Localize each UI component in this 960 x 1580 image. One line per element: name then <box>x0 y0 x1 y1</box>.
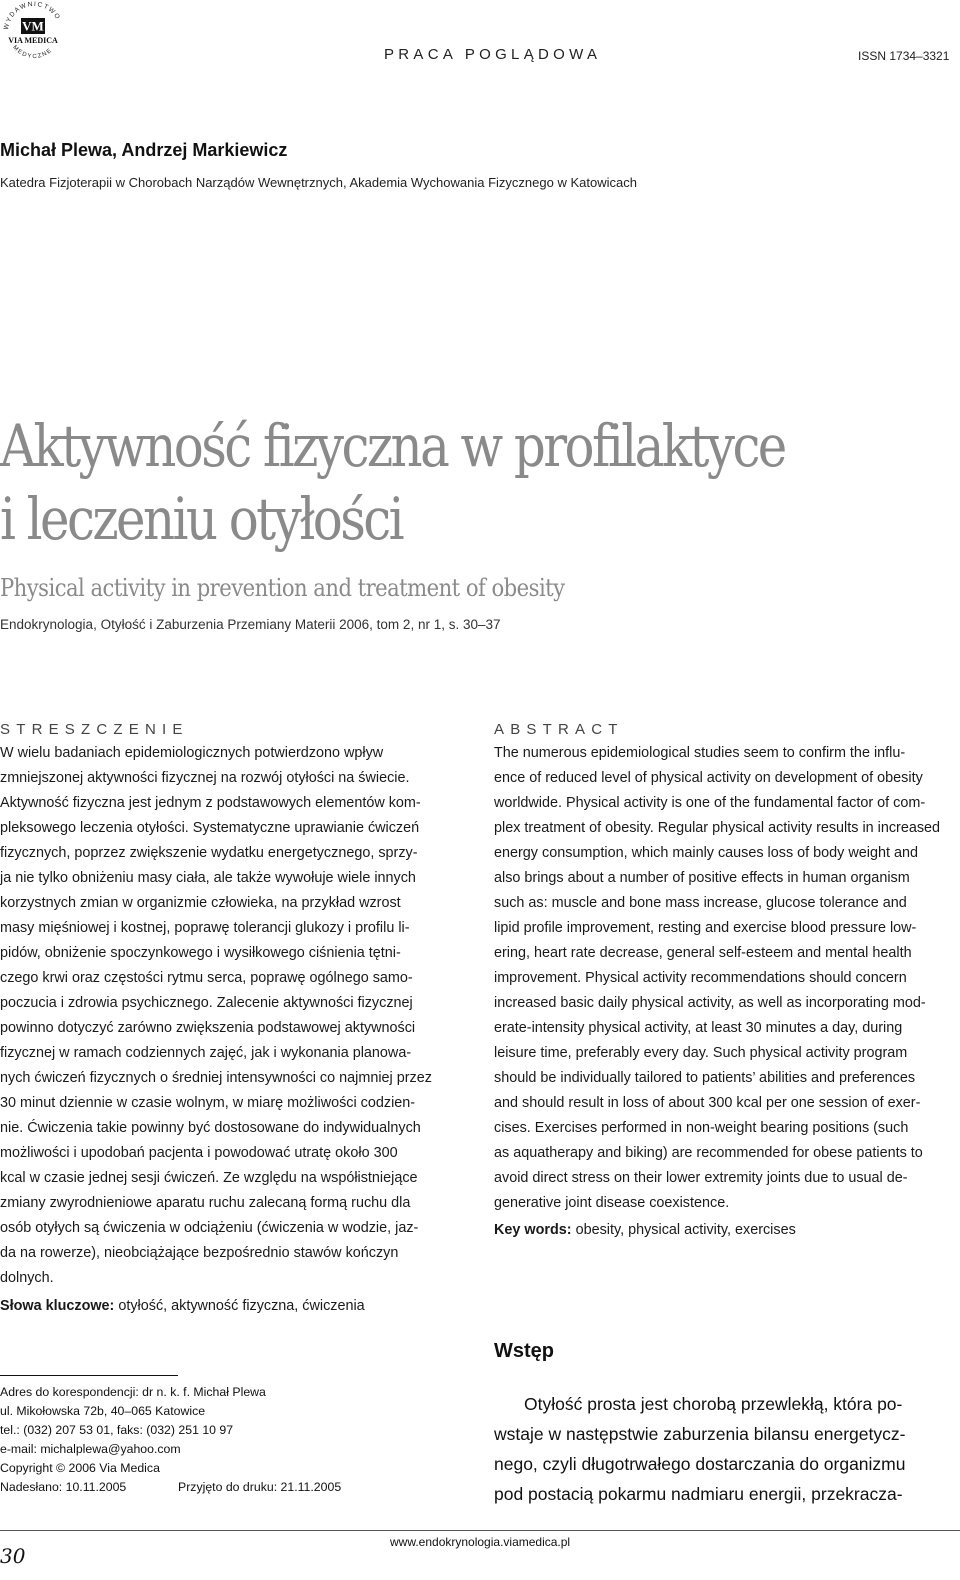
text-line: pidów, obniżenie spoczynkowego i wysiłkowego ciśnienia tętni- <box>0 945 401 961</box>
accepted-date: Przyjęto do druku: 21.11.2005 <box>178 1480 342 1494</box>
footer-rule <box>0 1530 960 1531</box>
text-line: plex treatment of obesity. Regular physical activity results in increased <box>494 820 941 836</box>
affiliation: Katedra Fizjoterapii w Chorobach Narządów Wewnętrznych, Akademia Wychowania Fizycznego w Katowicach <box>0 175 637 190</box>
svg-text:MEDYCZNE <box>11 45 53 60</box>
received-date: Nadesłano: 10.11.2005 <box>0 1480 127 1494</box>
text-line: pod postacią pokarmu nadmiaru energii, przekracza- <box>494 1484 903 1504</box>
keywords-value: obesity, physical activity, exercises <box>571 1222 796 1238</box>
text-line: da na rowerze), nieobciążające bezpośrednio stawów kończyn <box>0 1245 399 1261</box>
correspondence-line: tel.: (032) 207 53 01, faks: (032) 251 10 97 <box>0 1423 234 1437</box>
keywords-label: Key words: <box>494 1222 572 1238</box>
text-line: zmniejszonej aktywności fizycznej na rozwój otyłości na świecie. <box>0 770 410 786</box>
text-line: wstaje w następstwie zaburzenia bilansu energetycz- <box>494 1424 906 1444</box>
text-line: should be individually tailored to patients’ abilities and preferences <box>494 1070 916 1086</box>
submission-dates <box>0 1478 341 1497</box>
text-line: ering, heart rate decrease, general self-esteem and mental health <box>494 945 912 961</box>
text-line: as aquatherapy and biking) are recommended for obese patients to <box>494 1145 923 1161</box>
correspondence-line: ul. Mikołowska 72b, 40–065 Katowice <box>0 1404 206 1418</box>
text-line: dolnych. <box>0 1270 54 1286</box>
text-line: korzystnych zmian w organizmie człowieka, na przykład wzrost <box>0 895 401 911</box>
keywords-en <box>494 1218 796 1243</box>
text-line: Aktywność fizyczna jest jednym z podstawowych elementów kom- <box>0 795 421 811</box>
title-polish <box>0 410 785 556</box>
correspondence-line: Adres do korespondencji: dr n. k. f. Michał Plewa <box>0 1385 266 1399</box>
text-line: poczucia i zdrowia psychicznego. Zalecenie aktywności fizycznej <box>0 995 413 1011</box>
article-type: PRACA POGLĄDOWA <box>384 46 602 63</box>
text-line: czego krwi oraz częstości rytmu serca, poprawę ogólnego samo- <box>0 970 413 986</box>
title-line: Aktywność fizyczna w profilaktyce <box>0 412 785 480</box>
text-line: also brings about a number of positive effects in human organism <box>494 870 910 886</box>
logo-monogram: VM <box>22 18 44 34</box>
text-line: 30 minut dziennie w czasie wolnym, w miarę możliwości codzien- <box>0 1095 416 1111</box>
logo-name: VIA MEDICA <box>8 36 58 45</box>
text-line: worldwide. Physical activity is one of the fundamental factor of com- <box>494 795 926 811</box>
text-line: improvement. Physical activity recommendations should concern <box>494 970 907 986</box>
text-line: increased basic daily physical activity, as well as incorporating mod- <box>494 995 926 1011</box>
text-line: możliwości i upodobań pacjenta i powodować utratę około 300 <box>0 1145 398 1161</box>
publisher-logo <box>0 0 68 64</box>
logo-arc-top: WYDAWNICTWO <box>2 0 62 31</box>
keywords-label: Słowa kluczowe: <box>0 1298 115 1314</box>
text-line: osób otyłych są ćwiczenia w odciążeniu (ćwiczenia w wodzie, jaz- <box>0 1220 419 1236</box>
text-line: zmiany zwyrodnieniowe aparatu ruchu zalecaną formą ruchu dla <box>0 1195 411 1211</box>
text-line: kcal w czasie jednej sesji ćwiczeń. Ze względu na współistniejące <box>0 1170 418 1186</box>
keywords-pl <box>0 1294 365 1319</box>
text-line: nego, czyli długotrwałego dostarczania do organizmu <box>494 1454 906 1474</box>
text-line: leisure time, preferably every day. Such physical activity program <box>494 1045 908 1061</box>
abstract-heading: ABSTRACT <box>494 721 624 738</box>
streszczenie-heading: STRESZCZENIE <box>0 721 189 738</box>
journal-url[interactable]: www.endokrynologia.viamedica.pl <box>390 1535 571 1549</box>
keywords-value: otyłość, aktywność fizyczna, ćwiczenia <box>114 1298 365 1314</box>
text-line: ja nie tylko obniżeniu masy ciała, ale także wywołuje wiele innych <box>0 870 416 886</box>
page-number: 30 <box>0 1544 26 1568</box>
correspondence-email[interactable]: e-mail: michalplewa@yahoo.com <box>0 1442 181 1456</box>
text-line: pleksowego leczenia otyłości. Systematyczne uprawianie ćwiczeń <box>0 820 420 836</box>
logo-arc-bottom: MEDYCZNE <box>11 44 54 61</box>
text-line: generative joint disease coexistence. <box>494 1195 730 1211</box>
text-line: lipid profile improvement, resting and exercise blood pressure low- <box>494 920 917 936</box>
correspondence <box>0 1383 341 1497</box>
text-line: such as: muscle and bone mass increase, glucose tolerance and <box>494 895 907 911</box>
correspondence-line: Copyright © 2006 Via Medica <box>0 1461 160 1475</box>
citation: Endokrynologia, Otyłość i Zaburzenia Przemiany Materii 2006, tom 2, nr 1, s. 30–37 <box>0 617 501 632</box>
text-line: nych ćwiczeń fizycznych o średniej intensywności co najmniej przez <box>0 1070 432 1086</box>
text-line: erate-intensity physical activity, at least 30 minutes a day, during <box>494 1020 903 1036</box>
text-line: fizycznej w ramach codziennych zajęć, jak i wykonania planowa- <box>0 1045 412 1061</box>
text-line: cises. Exercises performed in non-weight bearing positions (such <box>494 1120 909 1136</box>
text-line: The numerous epidemiological studies seem to confirm the influ- <box>494 745 906 761</box>
intro-heading: Wstęp <box>494 1340 554 1362</box>
issn: ISSN 1734–3321 <box>858 49 950 63</box>
text-line: fizycznych, poprzez zwiększenie wydatku energetycznego, sprzy- <box>0 845 418 861</box>
text-line: avoid direct stress on their lower extremity joints due to usual de- <box>494 1170 908 1186</box>
text-line: powinno dotyczyć zarówno zwiększenia podstawowej aktywności <box>0 1020 416 1036</box>
text-line: Otyłość prosta jest chorobą przewlekłą, która po- <box>524 1394 903 1414</box>
text-line: W wielu badaniach epidemiologicznych potwierdzono wpływ <box>0 745 384 761</box>
via-medica-logo-icon <box>0 0 68 64</box>
footnote-rule <box>0 1375 178 1376</box>
title-english: Physical activity in prevention and treatment of obesity <box>0 574 565 602</box>
text-line: and should result in loss of about 300 kcal per one session of exer- <box>494 1095 921 1111</box>
text-line: nie. Ćwiczenia takie powinny być dostosowane do indywidualnych <box>0 1120 421 1136</box>
title-line: i leczeniu otyłości <box>0 485 402 553</box>
text-line: energy consumption, which mainly causes loss of body weight and <box>494 845 918 861</box>
text-line: masy mięśniowej i kostnej, poprawę tolerancji glukozy i profilu li- <box>0 920 410 936</box>
authors: Michał Plewa, Andrzej Markiewicz <box>0 140 288 160</box>
text-line: ence of reduced level of physical activity on development of obesity <box>494 770 923 786</box>
